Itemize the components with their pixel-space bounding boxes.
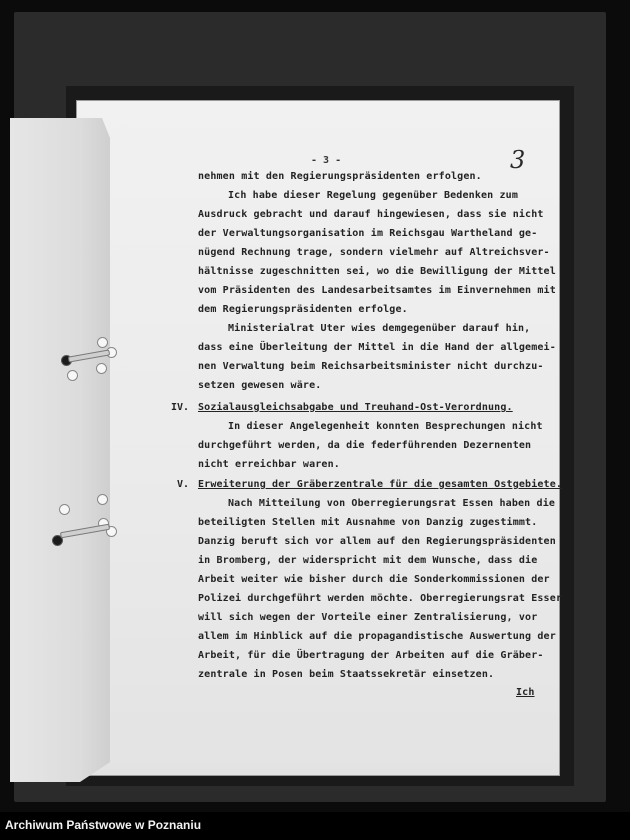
text-line: dass eine Überleitung der Mittel in die Hand der allgemei-: [198, 342, 556, 353]
text-line: der Verwaltungsorganisation im Reichsgau Wartheland ge-: [198, 228, 538, 239]
text-line: nen Verwaltung beim Reichsarbeitsminister nicht durchzu-: [198, 361, 544, 372]
text-line: durchgeführt werden, da die federführenden Dezernenten: [198, 440, 532, 451]
text-line: Danzig beruft sich vor allem auf den Regierungspräsidenten: [198, 536, 556, 547]
text-line: In dieser Angelegenheit konnten Besprechungen nicht: [228, 421, 543, 432]
text-line: will sich wegen der Vorteile einer Zentralisierung, vor: [198, 612, 538, 623]
text-line: in Bromberg, der widerspricht mit dem Wunsche, dass die: [198, 555, 538, 566]
text-line: Nach Mitteilung von Oberregierungsrat Essen haben die: [228, 498, 556, 509]
text-line: nicht erreichbar waren.: [198, 459, 340, 470]
section-number: V.: [177, 479, 190, 490]
text-line: setzen gewesen wäre.: [198, 380, 322, 391]
text-line: allem im Hinblick auf die propagandistische Auswertung der: [198, 631, 556, 642]
text-line: Polizei durchgeführt werden möchte. Oberregierungsrat Esser: [198, 593, 563, 604]
archive-footer: [0, 812, 630, 840]
text-line: nügend Rechnung trage, sondern vielmehr auf Altreichsver-: [198, 247, 550, 258]
text-line: Arbeit, für die Übertragung der Arbeiten auf die Gräber-: [198, 650, 544, 661]
text-line: hältnisse zugeschnitten sei, wo die Bewilligung der Mittel: [198, 266, 556, 277]
text-line: Ausdruck gebracht und darauf hingewiesen, dass sie nicht: [198, 209, 544, 220]
catchword: Ich: [516, 687, 535, 698]
section-number: IV.: [171, 402, 190, 413]
text-line: Ich habe dieser Regelung gegenüber Bedenken zum: [228, 190, 519, 201]
section-heading: Sozialausgleichsabgabe und Treuhand-Ost-Verordnung.: [198, 402, 513, 413]
page-number: - 3 -: [311, 155, 342, 166]
text-line: dem Regierungspräsidenten erfolge.: [198, 304, 408, 315]
text-line: vom Präsidenten des Landesarbeitsamtes im Einvernehmen mit: [198, 285, 556, 296]
text-line: Arbeit weiter wie bisher durch die Sonderkommissionen der: [198, 574, 550, 585]
text-line: nehmen mit den Regierungspräsidenten erfolgen.: [198, 171, 482, 182]
archive-label: Archiwum Państwowe w Poznaniu: [5, 818, 202, 832]
text-line: Ministerialrat Uter wies demgegenüber darauf hin,: [228, 323, 531, 334]
handwritten-page-number: 3: [510, 146, 526, 174]
text-line: zentrale in Posen beim Staatssekretär einsetzen.: [198, 669, 495, 680]
text-line: beteiligten Stellen mit Ausnahme von Danzig zugestimmt.: [198, 517, 538, 528]
section-heading: Erweiterung der Gräberzentrale für die gesamten Ostgebiete.: [198, 479, 563, 490]
